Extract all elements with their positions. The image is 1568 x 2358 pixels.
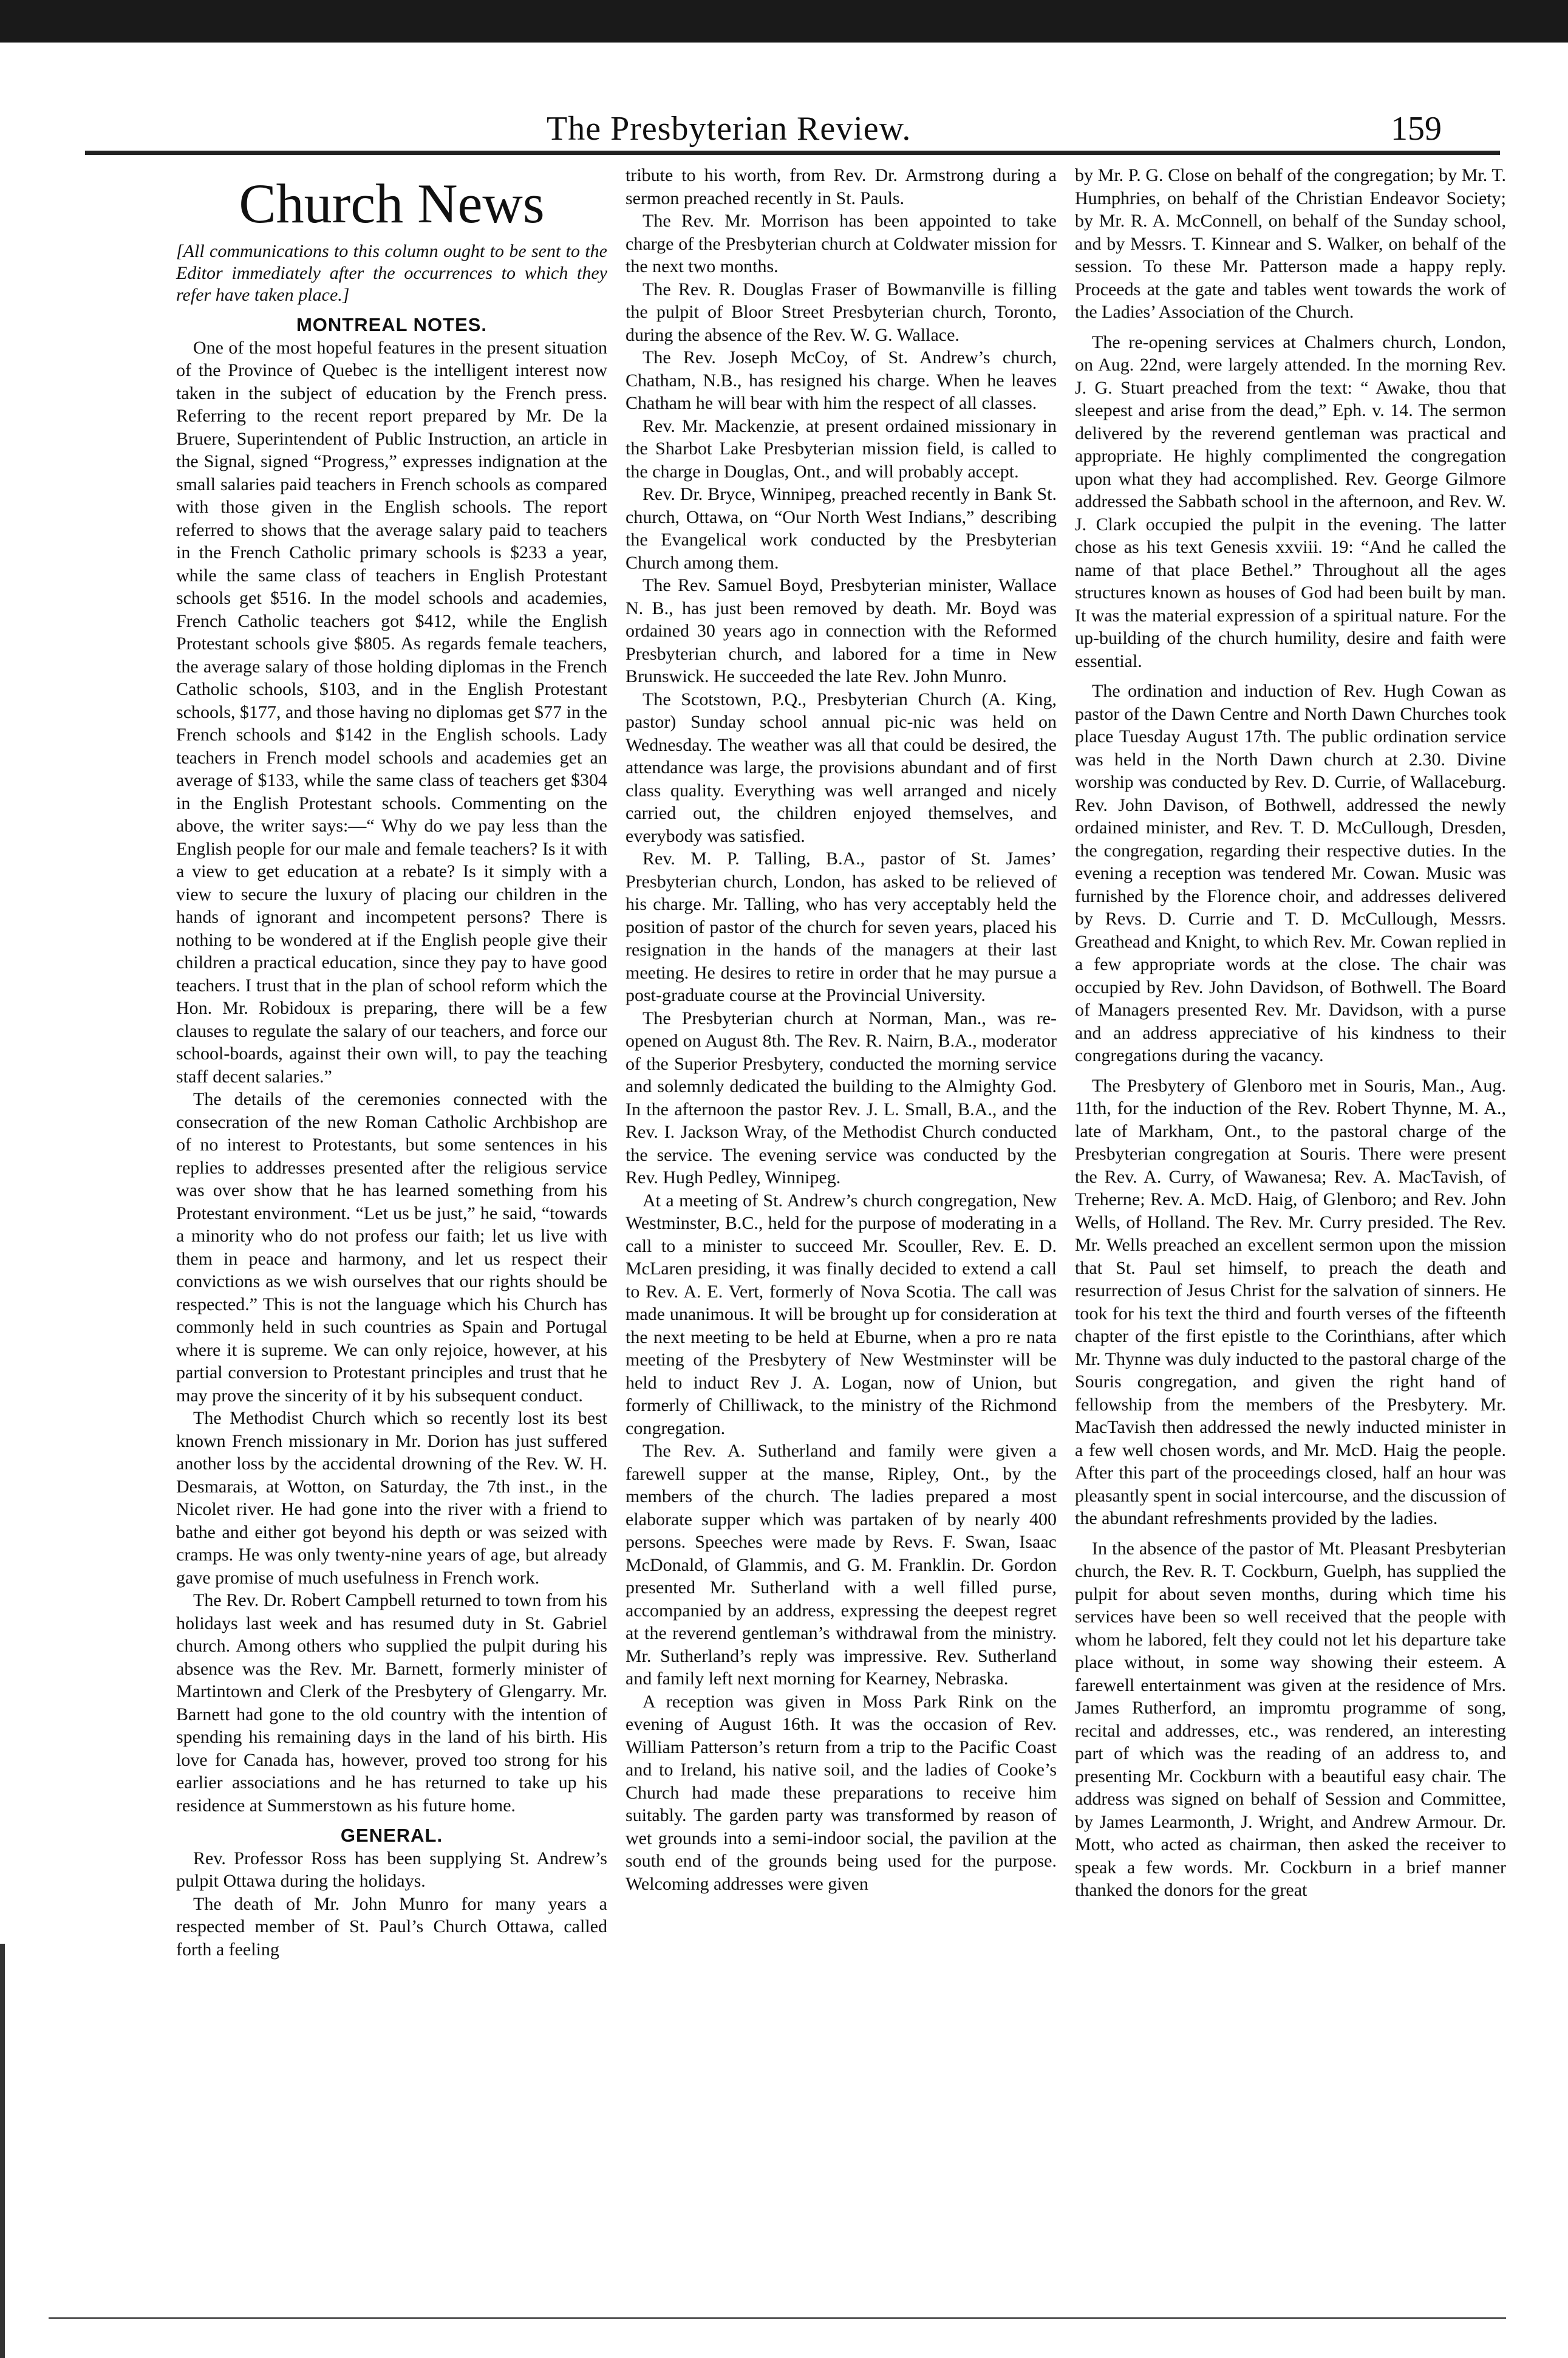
article-paragraph: The Rev. A. Sutherland and family were given a farewell supper at the manse, Ripley, Ont., by the members of the church. The ladies prepared a most elaborate supper which was partaken of by nearly 400 persons. Speeches were made by Revs. F. Swan, Isaac McDonald, of Glammis, and G. M. Franklin. Dr. Gordon presented Mr. Sutherland with a well filled purse, accompanied by an address, expressing the deepest regret at the reverend gentleman’s withdrawal from the ministry. Mr. Sutherland’s reply was impressive. Rev. Sutherland and family left next morning for Kearney, Nebraska. [625, 1441, 1057, 1689]
article-paragraph: The details of the ceremonies connected with the consecration of the new Roman Catholic Archbishop are of no interest to Protestants, but some sentences in his replies to addresses presented after the religious service was over show that he has learned something from his Protestant environment. “Let us be just,” he said, “towards a minority who do not profess our faith; let us live with them in peace and harmony, and let us respect their convictions as we wish ourselves that our rights should be respected.” This is not the language which his Church has commonly held in such countries as Spain and Portugal where it is supreme. We can only rejoice, however, at his partial conversion to Protestant principles and trust that he may prove the sincerity of it by his subsequent conduct. [176, 1089, 607, 1406]
page-number: 159 [1391, 110, 1442, 148]
column-1 [176, 164, 607, 1961]
article-paragraph: The death of Mr. John Munro for many years a respected member of St. Paul’s Church Ottawa, called forth a feeling [176, 1893, 607, 1960]
section-heading-general: GENERAL. [340, 1825, 443, 1846]
editor-note: [All communications to this column ought to be sent to the Editor immediately after the occurrences to which they refer have taken place.] [176, 241, 607, 305]
article-paragraph: The re-opening services at Chalmers church, London, on Aug. 22nd, were largely attended. In the morning Rev. J. G. Stuart preached from the text: “ Awake, thou that sleepest and arise from the dead,” Eph. v. 14. The sermon delivered by the reverend gentleman was practical and appropriate. He highly complimented the congregation upon what they had accomplished. Rev. George Gilmore addressed the Sabbath school in the afternoon, and Rev. W. J. Clark occupied the pulpit in the evening. The latter chose as his text Genesis xxviii. 19: “And he called the name of that place Bethel.” Throughout all the ages structures known as houses of God had been built by man. It was the material expression of a spiritual nature. For the up-building of the church humility, desire and faith were essential. [1075, 332, 1506, 671]
footer-rule [49, 2317, 1506, 2319]
article-paragraph: Rev. Dr. Bryce, Winnipeg, preached recently in Bank St. church, Ottawa, on “Our North West Indians,” describing the Evangelical work conducted by the Presbyterian Church among them. [625, 484, 1057, 573]
article-paragraph: The Scotstown, P.Q., Presbyterian Church (A. King, pastor) Sunday school annual pic-nic was held on Wednesday. The weather was all that could be desired, the attendance was large, the provisions abundant and of first class quality. Everything was well arranged and nicely carried out, the children enjoyed themselves, and everybody was satisfied. [625, 689, 1057, 846]
article-paragraph: The Rev. Samuel Boyd, Presbyterian minister, Wallace N. B., has just been removed by death. Mr. Boyd was ordained 30 years ago in connection with the Reformed Presbyterian church, and labored for a time in New Brunswick. He succeeded the late Rev. John Munro. [625, 575, 1057, 686]
article-paragraph: The Rev. Joseph McCoy, of St. Andrew’s church, Chatham, N.B., has resigned his charge. When he leaves Chatham he will bear with him the respect of all classes. [625, 347, 1057, 413]
article-paragraph: tribute to his worth, from Rev. Dr. Armstrong during a sermon preached recently in St. Pauls. [625, 165, 1057, 208]
article-paragraph: The ordination and induction of Rev. Hugh Cowan as pastor of the Dawn Centre and North Dawn Churches took place Tuesday August 17th. The public ordination service was held in the North Dawn church at 2.30. Divine worship was conducted by Rev. D. Currie, of Wallaceburg. Rev. John Davison, of Bothwell, addressed the newly ordained minister, and Rev. T. D. McCullough, Dresden, the congregation, regarding their respective duties. In the evening a reception was tendered Mr. Cowan. Music was furnished by the Florence choir, and addresses delivered by Revs. D. Currie and T. D. McCullough, Messrs. Greathead and Knight, to which Rev. Mr. Cowan replied in a few appropriate words at the close. The chair was occupied by Rev. John Davidson, of Bothwell. The Board of Managers presented Rev. Mr. Davidson, with a purse and an address appreciative of his kindness to their congregations during the vacancy. [1075, 681, 1506, 1065]
article-paragraph: In the absence of the pastor of Mt. Pleasant Presbyterian church, the Rev. R. T. Cockburn, Guelph, has supplied the pulpit for about seven months, during which time his services have been so well received that the people with whom he labored, felt they could not let his departure take place without, in some way showing their esteem. A farewell entertainment was given at the residence of Mrs. James Rutherford, an impromtu programme of song, recital and addresses, etc., was rendered, an interesting part of which was the reading of an address to, and presenting Mr. Cockburn with a beautiful easy chair. The address was signed on behalf of Session and Committee, by James Learmonth, J. Wright, and Andrew Armour. Dr. Mott, who acted as chairman, then asked the receiver to speak a few words. Mr. Cockburn in a brief manner thanked the donors for the great [1075, 1538, 1506, 1900]
article-paragraph: The Rev. R. Douglas Fraser of Bowmanville is filling the pulpit of Bloor Street Presbyterian church, Toronto, during the absence of the Rev. W. G. Wallace. [625, 279, 1057, 345]
article-paragraph: The Presbyterian church at Norman, Man., was re-opened on August 8th. The Rev. R. Nairn, B.A., moderator of the Superior Presbytery, conducted the morning service and solemnly dedicated the building to the Almighty God. In the afternoon the pastor Rev. J. L. Small, B.A., and the Rev. I. Jackson Wray, of the Methodist Church conducted the service. The evening service was conducted by the Rev. Hugh Pedley, Winnipeg. [625, 1008, 1057, 1188]
article-paragraph: The Methodist Church which so recently lost its best known French missionary in Mr. Dorion has just suffered another loss by the accidental drowning of the Rev. W. H. Desmarais, at Wotton, on Saturday, the 7th inst., in the Nicolet river. He had gone into the river with a friend to bathe and either got beyond his depth or was seized with cramps. He was only twenty-nine years of age, but already gave promise of much usefulness in French work. [176, 1408, 607, 1588]
article-paragraph: A reception was given in Moss Park Rink on the evening of August 16th. It was the occasion of Rev. William Patterson’s return from a trip to the Pacific Coast and to Ireland, his native soil, and the ladies of Cooke’s Church had made these preparations to receive him suitably. The garden party was transformed by reason of wet grounds into a semi-indoor social, the pavilion at the south end of the grounds being used for the purpose. Welcoming addresses were given [625, 1691, 1057, 1894]
header-rule [85, 151, 1500, 155]
article-paragraph: At a meeting of St. Andrew’s church congregation, New Westminster, B.C., held for the purpose of moderating in a call to a minister to succeed Mr. Scouller, Rev. E. D. McLaren presiding, it was finally decided to extend a call to Rev. A. E. Vert, formerly of Nova Scotia. The call was made unanimous. It will be brought up for consideration at the next meeting to be held at Eburne, when a pro re nata meeting of the Presbytery of New Westminster will be held to induct Rev J. A. Logan, now of Union, but formerly of Chilliwack, to the ministry of the Richmond congregation. [625, 1190, 1057, 1438]
running-title: The Presbyterian Review. [547, 110, 912, 148]
article-paragraph: Rev. Professor Ross has been supplying St. Andrew’s pulpit Ottawa during the holidays. [176, 1848, 607, 1891]
column-2 [625, 164, 1057, 1895]
section-heading-montreal: MONTREAL NOTES. [296, 314, 488, 335]
article-paragraph: One of the most hopeful features in the present situation of the Province of Quebec is the intelligent interest now taken in the subject of education by the French press. Referring to the recent report prepared by Mr. De la Bruere, Superintendent of Public Instruction, an article in the Signal, signed “Progress,” expresses indignation at the small salaries paid teachers in French schools as compared with those given in the English schools. The report referred to shows that the average salary paid to teachers in the French Catholic primary schools is $233 a year, while the same class of teachers in English Protestant schools get $516. In the model schools and academies, French Catholic teachers got $412, while the English Protestant schools give $805. As regards female teachers, the average salary of those holding diplomas in the French Catholic schools, $103, and in the English Protestant schools, $177, and those having no diplomas get $77 in the French schools and $142 in the English schools. Lady teachers in French model schools and academies get an average of $133, while the same class of teachers get $304 in the English Protestant schools. Commenting on the above, the writer says:—“ Why do we pay less than the English people for our male and female teachers? Is it with a view to get education at a rebate? Is it simply with a view to secure the luxury of placing our children in the hands of ignorant and incompetent persons? There is nothing to be wondered at if the English people give their children a practical education, since they pay to have good teachers. I trust that in the plan of school reform which the Hon. Mr. Robidoux is preparing, there will be a few clauses to regulate the salary of our teachers, and force our school-boards, against their own will, to pay the teaching staff decent salaries.” [176, 337, 607, 1087]
scan-top-edge [0, 0, 1568, 43]
article-paragraph: Rev. M. P. Talling, B.A., pastor of St. James’ Presbyterian church, London, has asked to be relieved of his charge. Mr. Talling, who has very acceptably held the position of pastor of the church for seven years, placed his resignation in the hands of the managers at their last meeting. He desires to retire in order that he may pursue a post-graduate course at the Provincial University. [625, 849, 1057, 1005]
article-paragraph: The Rev. Mr. Morrison has been appointed to take charge of the Presbyterian church at Coldwater mission for the next two months. [625, 211, 1057, 276]
article-paragraph: Rev. Mr. Mackenzie, at present ordained missionary in the Sharbot Lake Presbyterian mission field, is called to the charge in Douglas, Ont., and will probably accept. [625, 415, 1057, 482]
article-paragraph: The Presbytery of Glenboro met in Souris, Man., Aug. 11th, for the induction of the Rev. Robert Thynne, M. A., late of Markham, Ont., to the pastoral charge of the Presbyterian congregation at Souris. There were present the Rev. A. Curry, of Wawanesa; Rev. A. MacTavish, of Treherne; Rev. A. McD. Haig, of Glenboro; and Rev. John Wells, of Holland. The Rev. Mr. Curry presided. The Rev. Mr. Wells preached an excellent sermon upon the mission that St. Paul set himself, to preach the death and resurrection of Jesus Christ for the salvation of sinners. He took for his text the third and fourth verses of the fifteenth chapter of the first epistle to the Corinthians, after which Mr. Thynne was duly inducted to the pastoral charge of the Souris congregation, and given the right hand of fellowship from the members of the Presbytery. Mr. MacTavish then addressed the newly inducted minister in a few well chosen words, and Mr. McD. Haig the people. After this part of the proceedings closed, half an hour was pleasantly spent in social intercourse, and the discussion of the abundant refreshments provided by the ladies. [1075, 1075, 1506, 1528]
article-paragraph: The Rev. Dr. Robert Campbell returned to town from his holidays last week and has resumed duty in St. Gabriel church. Among others who supplied the pulpit during his absence was the Rev. Mr. Barnett, formerly minister of Martintown and Clerk of the Presbytery of Glengarry. Mr. Barnett had gone to the old country with the intention of spending his remaining days in the land of his birth. His love for Canada has, however, proved too strong for his earlier associations and he has returned to take up his residence at Summerstown as his future home. [176, 1590, 607, 1816]
binding-edge [0, 1944, 29, 2358]
column-3 [1075, 164, 1506, 1902]
article-paragraph: by Mr. P. G. Close on behalf of the congregation; by Mr. T. Humphries, on behalf of the Christian Endeavor Society; by Mr. R. A. McConnell, on behalf of the Sunday school, and by Messrs. T. Kinnear and S. Walker, on behalf of the session. To these Mr. Patterson made a happy reply. Proceeds at the gate and tables went towards the work of the Ladies’ Association of the Church. [1075, 165, 1506, 322]
page-headline: Church News [239, 173, 545, 234]
